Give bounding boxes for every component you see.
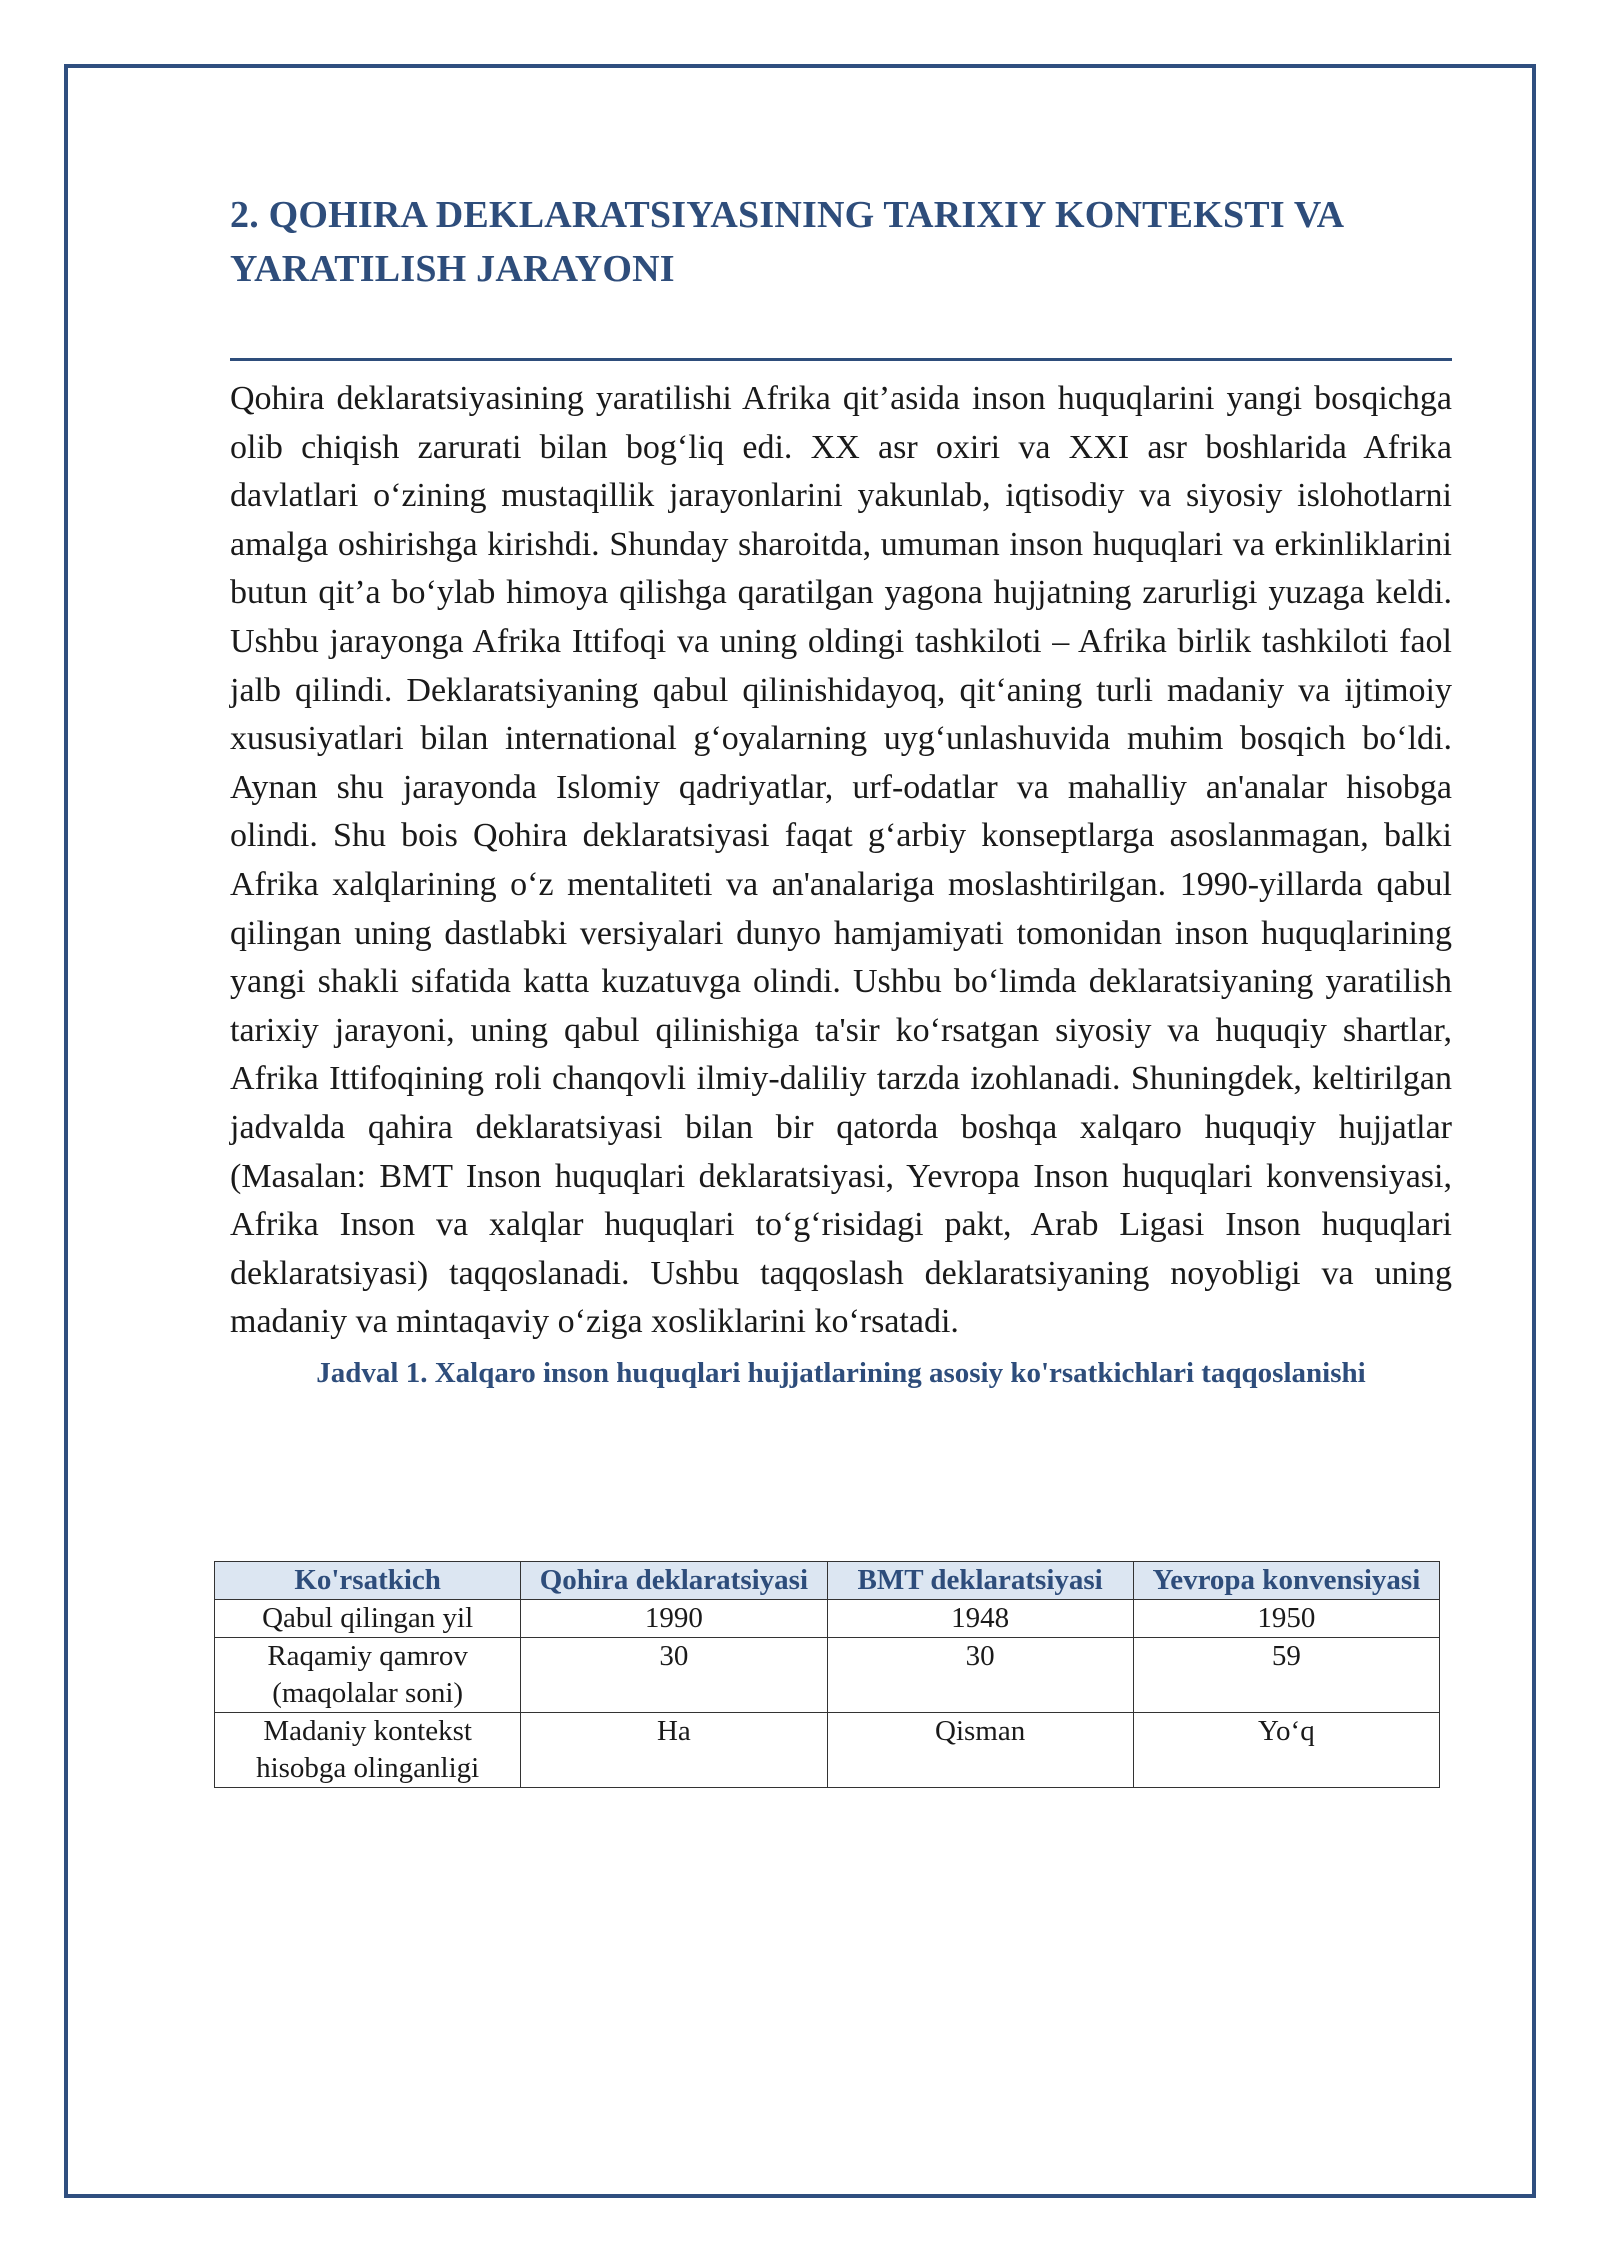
table-row (215, 1600, 1440, 1638)
table-cell: Ha (521, 1713, 827, 1788)
section-heading: 2. QOHIRA DEKLARATSIYASINING TARIXIY KONTEKSTI VA YARATILISH JARAYONI (230, 194, 1343, 290)
table-cell: Madaniy kontekst hisobga olinganligi (215, 1713, 521, 1788)
table-header-cell: BMT deklaratsiyasi (827, 1562, 1133, 1600)
table-caption: Jadval 1. Xalqaro inson huquqlari hujjatlarining asosiy ko'rsatkichlari taqqoslanishi (316, 1356, 1366, 1389)
table-cell: 30 (827, 1638, 1133, 1713)
table-row (215, 1713, 1440, 1788)
table-cell: 30 (521, 1638, 827, 1713)
table-cell: Yo‘q (1133, 1713, 1439, 1788)
table-header-row (215, 1562, 1440, 1600)
table-cell: 59 (1133, 1638, 1439, 1713)
comparison-table (214, 1561, 1440, 1788)
table-header-cell: Yevropa konvensiyasi (1133, 1562, 1439, 1600)
table-cell: 1948 (827, 1600, 1133, 1638)
table-header-cell: Qohira deklaratsiyasi (521, 1562, 827, 1600)
table-cell: Qisman (827, 1713, 1133, 1788)
heading-divider (230, 358, 1452, 361)
table-header-cell: Ko'rsatkich (215, 1562, 521, 1600)
table-cell: Raqamiy qamrov (maqolalar soni) (215, 1638, 521, 1713)
table-cell: Qabul qilingan yil (215, 1600, 521, 1638)
table-row (215, 1638, 1440, 1713)
table-cell: 1990 (521, 1600, 827, 1638)
body-paragraph: Qohira deklaratsiyasining yaratilishi Afrika qit’asida inson huquqlarini yangi bosqichga olib chiqish zarurati bilan bog‘liq edi. XX asr oxiri va XXI asr boshlarida Afrika davlatlari o‘zining mustaqillik jarayonlarini yakunlab, iqtisodiy va siyosiy islohotlarni amalga oshirishga kirishdi. Shunday sharoitda, umuman inson huquqlari va erkinliklarini butun qit’a bo‘ylab himoya qilishga qaratilgan yagona hujjatning zarurligi yuzaga keldi. Ushbu jarayonga Afrika Ittifoqi va uning oldingi tashkiloti – Afrika birlik tashkiloti faol jalb qilindi. Deklaratsiyaning qabul qilinishidayoq, qit‘aning turli madaniy va ijtimoiy xususiyatlari bilan international g‘oyalarning uyg‘unlashuvida muhim bosqich bo‘ldi. Aynan shu jarayonda Islomiy qadriyatlar, urf-odatlar va mahalliy an'analar hisobga olindi. Shu bois Qohira deklaratsiyasi faqat g‘arbiy konseptlarga asoslanmagan, balki Afrika xalqlarining o‘z mentaliteti va an'analariga moslashtirilgan. 1990-yillarda qabul qilingan uning dastlabki versiyalari dunyo hamjamiyati tomonidan inson huquqlarining yangi shakli sifatida katta kuzatuvga olindi. Ushbu bo‘limda deklaratsiyaning yaratilish tarixiy jarayoni, uning qabul qilinishiga ta'sir ko‘rsatgan siyosiy va huquqiy shartlar, Afrika Ittifoqining roli chanqovli ilmiy-daliliy tarzda izohlanadi. Shuningdek, keltirilgan jadvalda qahira deklaratsiyasi bilan bir qatorda boshqa xalqaro huquqiy hujjatlar (Masalan: BMT Inson huquqlari deklaratsiyasi, Yevropa Inson huquqlari konvensiyasi, Afrika Inson va xalqlar huquqlari to‘g‘risidagi pakt, Arab Ligasi Inson huquqlari deklaratsiyasi) taqqoslanadi. Ushbu taqqoslash deklaratsiyaning noyobligi va uning madaniy va mintaqaviy o‘ziga xosliklarini ko‘rsatadi. (230, 380, 1452, 1341)
document-content (230, 188, 1452, 1390)
table-cell: 1950 (1133, 1600, 1439, 1638)
